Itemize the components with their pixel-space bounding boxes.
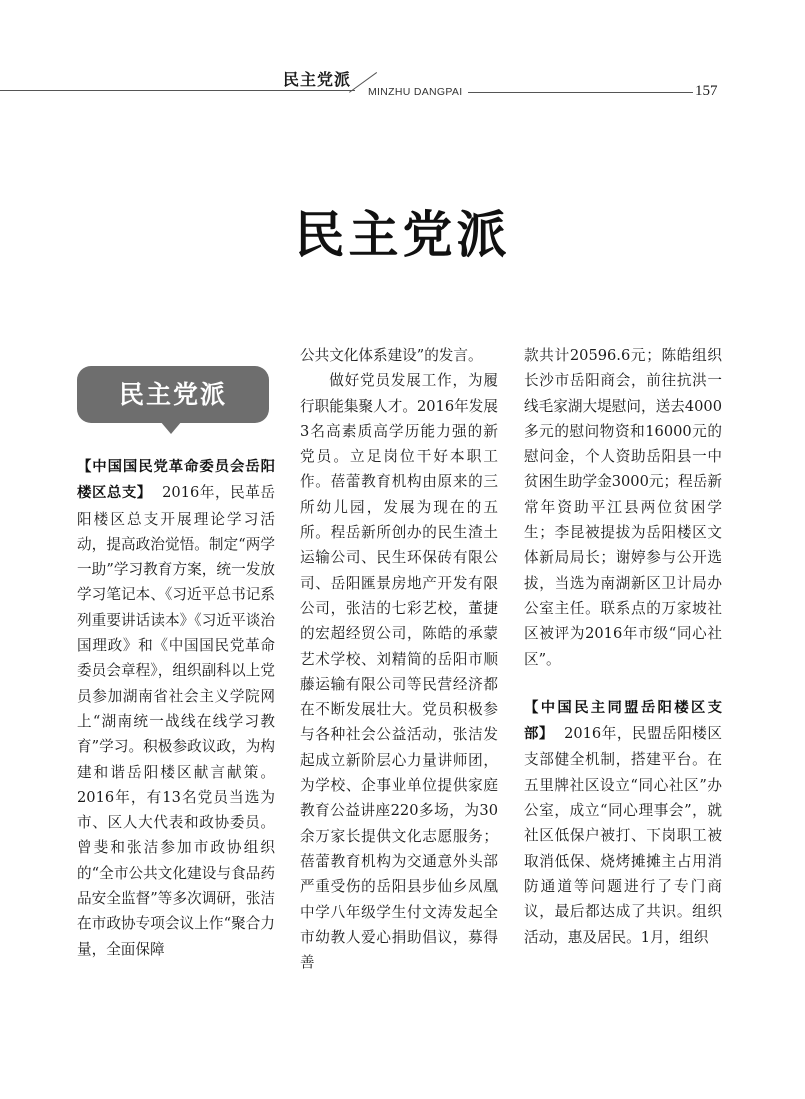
header-rule-left	[0, 90, 355, 91]
article-heading-minmeng: 【中国民主同盟岳阳楼区支部】	[524, 699, 722, 743]
paragraph-gap	[524, 672, 722, 695]
section-badge-pointer	[160, 421, 182, 434]
paragraph-member-development: 做好党员发展工作，为履行职能集聚人才。2016年发展3名高素质高学历能力强的新党员。立足岗位干好本职工作。蓓蕾教育机构由原来的三所幼儿园，发展为现在的五所。程岳新所创办的民生渣土运输公司、民生环保砖有限公司、岳阳匯景房地产开发有限公司，张洁的七彩艺校，董捷的宏超经贸公司，陈皓的承蒙艺术学校、刘精简的岳阳市顺藤运输有限公司等民营经济都在不断发展壮大。党员积极参与各种社会公益活动，张洁发起成立新阶层心力量讲师团，为学校、企事业单位提供家庭教育公益讲座220多场，为30余万家长提供文化志愿服务；蓓蕾教育机构为交通意外头部严重受伤的岳阳县步仙乡凤凰中学八年级学生付文涛发起全市幼教人爱心捐助倡议，募得善	[300, 372, 498, 972]
paragraph-minge-text: 2016年，民革岳阳楼区总支开展理论学习活动，提高政治觉悟。制定“两学一助”学习教育方案，统一发放学习笔记本、《习近平总书记系列重要讲话读本》《习近平谈治国理政》和《中国国民党革命委员会章程》，组织副科以上党员参加湖南省社会主义学院网上“湖南统一战线在线学习教育”学习。积极参政议政，为构建和谐岳阳楼区献言献策。2016年，有13名党员当选为市、区人大代表和政协委员。曾斐和张洁参加市政协组织的“全市公共文化建设与食品药品安全监督”等多次调研，张洁在市政协专项会议上作“聚合力量，全面保障	[77, 484, 276, 958]
text-column-1	[77, 454, 275, 962]
header-rule-right	[468, 92, 693, 93]
text-column-2	[300, 343, 498, 975]
section-badge-label: 民主党派	[118, 380, 227, 409]
paragraph-continuation: 款共计20596.6元；陈皓组织长沙市岳阳商会，前往抗洪一线毛家湖大堤慰问，送去4000多元的慰问物资和16000元的慰问金，个人资助岳阳县一中贫困生助学金3000元；程岳新常年资助平江县两位贫困学生；李昆被提拔为岳阳楼区文体新局局长；谢婷参与公开选拔，当选为南湖新区卫计局办公室主任。联系点的万家坡社区被评为2016年市级“同心社区”。	[524, 347, 722, 668]
paragraph-minge	[77, 454, 275, 962]
paragraph-continuation: 公共文化体系建设”的发言。	[300, 347, 483, 364]
paragraph-minmeng	[524, 695, 722, 950]
section-badge	[77, 366, 269, 423]
page-title: 民主党派	[294, 205, 511, 264]
article-heading-minge: 【中国国民党革命委员会岳阳楼区总支】	[77, 459, 275, 502]
text-column-3	[524, 343, 722, 950]
running-header-pinyin: MINZHU DANGPAI	[368, 86, 463, 98]
running-header-section: 民主党派	[283, 70, 352, 89]
paragraph-minmeng-text: 2016年，民盟岳阳楼区支部健全机制，搭建平台。在五里牌社区设立“同心社区”办公室，成立“同心理事会”，就社区低保户被打、下岗职工被取消低保、烧烤摊摊主占用消防通道等问题进行了专门商议，最后都达成了共识。组织活动，惠及居民。1月，组织	[524, 725, 722, 946]
page-number: 157	[695, 83, 718, 99]
